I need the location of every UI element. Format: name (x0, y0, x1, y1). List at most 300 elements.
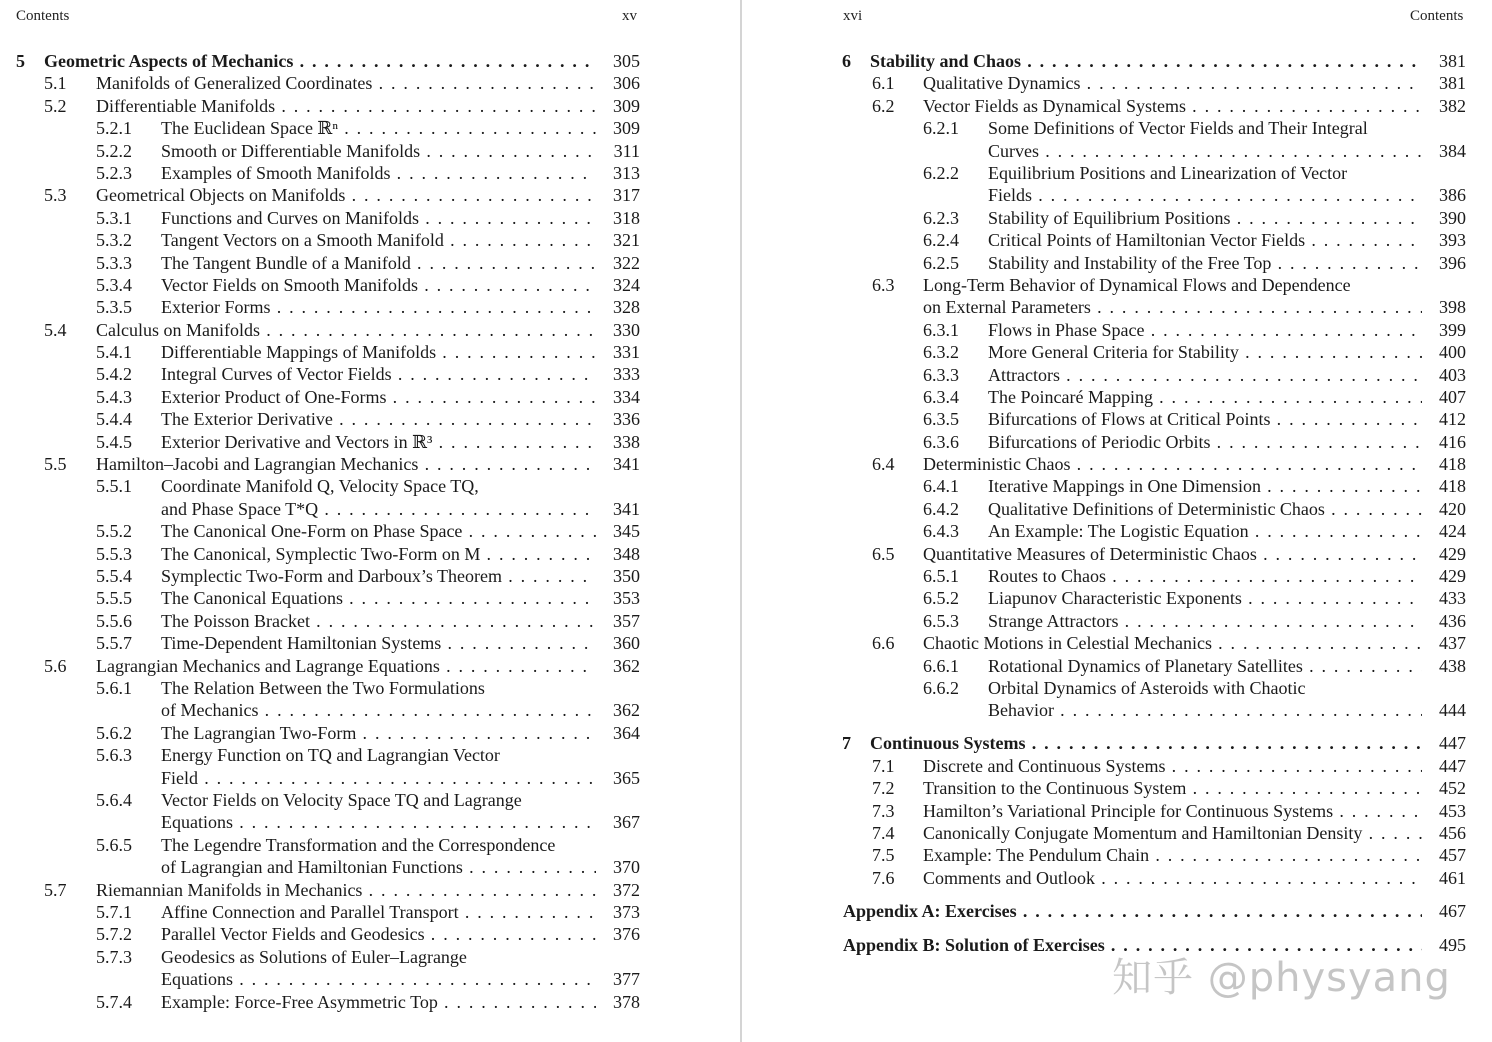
toc-entry-chapter[interactable] (742, 50, 1482, 72)
toc-entry-title (161, 140, 596, 162)
toc-entry-number: 6.3.3 (923, 364, 959, 385)
toc-entry-section[interactable] (742, 822, 1482, 844)
toc-entry-page-number: 364 (613, 722, 640, 743)
toc-entry-number: 5.5 (44, 454, 67, 475)
toc-entry-title (988, 475, 1422, 497)
toc-entry-number: 6.2.5 (923, 252, 959, 273)
toc-entry-subsection[interactable] (742, 498, 1482, 520)
toc-entry-number: 7 (842, 733, 851, 754)
toc-entry-page-number: 495 (1439, 934, 1466, 955)
toc-list (742, 50, 1482, 956)
toc-entry-number: 6.6 (872, 633, 895, 654)
toc-entry-page-number: 377 (613, 969, 640, 990)
toc-entry-section[interactable] (0, 453, 660, 475)
toc-entry-title (96, 879, 596, 901)
toc-entry-subsection[interactable] (0, 363, 660, 385)
toc-entry-title (923, 274, 1422, 319)
toc-entry-title (988, 364, 1422, 386)
toc-entry-title (161, 610, 596, 632)
toc-spacer (742, 889, 1482, 900)
toc-entry-subsection[interactable] (0, 431, 660, 453)
toc-entry-number: 7.6 (872, 867, 895, 888)
toc-entry-number: 5.5.3 (96, 543, 132, 564)
toc-entry-title (988, 677, 1422, 722)
toc-entry-title-text: Differentiable Manifolds . . . (96, 95, 596, 117)
toc-entry-page-number: 341 (613, 498, 640, 519)
toc-entry-number: 6.5.2 (923, 588, 959, 609)
toc-entry-title (161, 789, 596, 834)
toc-entry-title-text: Example: Force-Free Asymmetric Top . . . (161, 991, 596, 1013)
toc-entry-subsection[interactable] (0, 923, 660, 945)
toc-entry-page-number: 461 (1439, 867, 1466, 888)
toc-entry-title (161, 565, 596, 587)
toc-entry-title (161, 923, 596, 945)
toc-entry-page-number: 381 (1439, 51, 1466, 71)
toc-entry-title (96, 319, 596, 341)
toc-entry-page-number: 418 (1439, 454, 1466, 475)
toc-entry-title (988, 207, 1422, 229)
toc-entry-title (988, 252, 1422, 274)
toc-entry-title-line1: Long-Term Behavior of Dynamical Flows and Dependence (923, 274, 1351, 295)
right-page (742, 0, 1492, 1042)
toc-entry-title (988, 610, 1422, 632)
toc-entry-title (161, 475, 596, 520)
toc-entry-title (161, 722, 596, 744)
toc-entry-number: 6.2 (872, 95, 895, 116)
toc-entry-number: 6.4.3 (923, 521, 959, 542)
toc-entry-page-number: 373 (613, 901, 640, 922)
toc-entry-section[interactable] (0, 95, 660, 117)
toc-entry-number: 5.7.4 (96, 991, 132, 1012)
toc-entry-number: 5.7.3 (96, 946, 132, 967)
toc-entry-title (870, 50, 1422, 72)
toc-entry-section[interactable] (0, 319, 660, 341)
toc-entry-title (161, 386, 596, 408)
toc-entry-page-number: 447 (1439, 733, 1466, 754)
toc-entry-title (988, 498, 1422, 520)
toc-entry-subsection[interactable] (0, 901, 660, 923)
toc-entry-title-text: Stability and Chaos . . . (870, 50, 1422, 72)
toc-entry-title-text: Canonically Conjugate Momentum and Hamiltonian Density . . . (923, 822, 1422, 844)
toc-entry-number: 5.5.1 (96, 476, 132, 497)
toc-entry-number: 6.5.1 (923, 566, 959, 587)
toc-entry-number: 5.7 (44, 879, 67, 900)
toc-entry-number: 6.3.1 (923, 319, 959, 340)
toc-entry-title-text: The Euclidean Space ℝⁿ . . . (161, 117, 596, 139)
toc-entry-page-number: 353 (613, 588, 640, 609)
toc-entry-subsection[interactable] (742, 475, 1482, 497)
toc-entry-title-text: of Mechanics . . . (161, 699, 596, 721)
toc-entry-title (923, 800, 1422, 822)
toc-entry-number: 6.2.1 (923, 118, 959, 139)
toc-entry-title-text: Deterministic Chaos . . . (923, 453, 1422, 475)
toc-entry-title-text: Rotational Dynamics of Planetary Satellites . . . (988, 655, 1422, 677)
toc-entry-subsection[interactable] (0, 946, 660, 991)
toc-entry-page-number: 324 (613, 274, 640, 295)
toc-entry-title-text: Stability and Instability of the Free Top . . . (988, 252, 1422, 274)
toc-entry-subsection[interactable] (0, 565, 660, 587)
toc-entry-page-number: 365 (613, 767, 640, 788)
toc-entry-title (161, 207, 596, 229)
toc-entry-title-text: Parallel Vector Fields and Geodesics . . . (161, 923, 596, 945)
toc-entry-number: 5.4 (44, 319, 67, 340)
toc-entry-subsection[interactable] (0, 229, 660, 251)
toc-entry-subsection[interactable] (742, 117, 1482, 162)
toc-entry-page-number: 313 (613, 162, 640, 183)
toc-entry-title-text: and Phase Space T*Q . . . (161, 498, 596, 520)
toc-entry-number: 6.3.2 (923, 342, 959, 363)
toc-entry-title (988, 655, 1422, 677)
toc-entry-title-text: Discrete and Continuous Systems . . . (923, 755, 1422, 777)
toc-entry-title-text: The Exterior Derivative . . . (161, 408, 596, 430)
toc-entry-title (161, 677, 596, 722)
toc-entry-number: 5.7.1 (96, 901, 132, 922)
toc-entry-chapter[interactable] (742, 732, 1482, 754)
toc-entry-section[interactable] (742, 755, 1482, 777)
toc-entry-number: 5 (16, 51, 25, 71)
toc-entry-title-text: Routes to Chaos . . . (988, 565, 1422, 587)
toc-entry-title (161, 901, 596, 923)
toc-entry-title-text: Lagrangian Mechanics and Lagrange Equations . . . (96, 655, 596, 677)
toc-entry-page-number: 420 (1439, 498, 1466, 519)
toc-entry-section[interactable] (742, 632, 1482, 654)
toc-entry-page-number: 412 (1439, 409, 1466, 430)
toc-entry-title (988, 341, 1422, 363)
toc-entry-page-number: 306 (613, 73, 640, 94)
toc-entry-page-number: 318 (613, 207, 640, 228)
toc-entry-title (923, 755, 1422, 777)
toc-entry-number: 6.1 (872, 73, 895, 94)
toc-entry-title-text: Calculus on Manifolds . . . (96, 319, 596, 341)
toc-entry-number: 5.2.2 (96, 140, 132, 161)
toc-entry-subsection[interactable] (742, 229, 1482, 251)
toc-entry-number: 6.3.4 (923, 386, 959, 407)
toc-entry-subsection[interactable] (0, 296, 660, 318)
toc-entry-section[interactable] (0, 655, 660, 677)
toc-entry-title-text: Strange Attractors . . . (988, 610, 1422, 632)
toc-entry-subsection[interactable] (0, 252, 660, 274)
toc-entry-title (988, 431, 1422, 453)
toc-entry-page-number: 350 (613, 566, 640, 586)
toc-entry-subsection[interactable] (0, 789, 660, 834)
toc-entry-title-text: on External Parameters . . . (923, 296, 1422, 318)
toc-entry-subsection[interactable] (0, 386, 660, 408)
toc-entry-title-text: Time-Dependent Hamiltonian Systems . . . (161, 632, 596, 654)
toc-entry-title-text: Qualitative Dynamics . . . (923, 72, 1422, 94)
toc-entry-section[interactable] (742, 72, 1482, 94)
toc-entry-subsection[interactable] (742, 408, 1482, 430)
toc-entry-page-number: 330 (613, 319, 640, 340)
toc-entry-page-number: 367 (613, 812, 640, 833)
toc-entry-page-number: 390 (1439, 207, 1466, 228)
toc-entry-title (96, 72, 596, 94)
toc-entry-page-number: 331 (613, 342, 640, 363)
toc-entry-subsection[interactable] (0, 677, 660, 722)
toc-entry-number: 6.3.6 (923, 431, 959, 452)
toc-entry-chapter[interactable] (0, 50, 660, 72)
toc-entry-section[interactable] (0, 879, 660, 901)
toc-entry-title-text: Equations . . . (161, 811, 596, 833)
toc-entry-number: 6.2.4 (923, 230, 959, 251)
toc-entry-subsection[interactable] (742, 431, 1482, 453)
toc-entry-page-number: 311 (613, 140, 640, 161)
toc-entry-subsection[interactable] (0, 520, 660, 542)
toc-entry-page-number: 396 (1439, 252, 1466, 273)
toc-entry-subsection[interactable] (742, 655, 1482, 677)
toc-entry-page-number: 309 (613, 118, 640, 139)
toc-entry-page-number: 362 (613, 655, 640, 676)
toc-entry-page-number: 382 (1439, 95, 1466, 116)
toc-entry-page-number: 453 (1439, 800, 1466, 821)
toc-entry-subsection[interactable] (0, 274, 660, 296)
toc-entry-number: 6.6.2 (923, 677, 959, 698)
toc-entry-title-text: Quantitative Measures of Deterministic Chaos . . . (923, 543, 1422, 565)
toc-entry-number: 5.2.1 (96, 118, 132, 139)
watermark: 知乎 @physyang (1112, 955, 1451, 1001)
toc-entry-title (923, 453, 1422, 475)
toc-entry-title-text: Symplectic Two-Form and Darboux’s Theorem . . . (161, 565, 596, 587)
toc-entry-title (988, 229, 1422, 251)
toc-entry-title-line1: Coordinate Manifold Q, Velocity Space TQ, (161, 476, 479, 497)
toc-entry-number: 6.3 (872, 274, 895, 295)
toc-entry-subsection[interactable] (0, 162, 660, 184)
toc-entry-title-text: Differentiable Mappings of Manifolds . . . (161, 341, 596, 363)
toc-entry-subsection[interactable] (742, 386, 1482, 408)
toc-entry-title (988, 117, 1422, 162)
toc-entry-page-number: 403 (1439, 364, 1466, 385)
toc-entry-number: 5.1 (44, 73, 67, 94)
toc-entry-subsection[interactable] (742, 341, 1482, 363)
toc-entry-page-number: 386 (1439, 185, 1466, 206)
toc-entry-section[interactable] (742, 274, 1482, 319)
toc-entry-appendix[interactable] (742, 900, 1482, 922)
toc-entry-number: 5.3 (44, 185, 67, 206)
toc-entry-page-number: 429 (1439, 543, 1466, 564)
toc-entry-title (161, 632, 596, 654)
toc-entry-page-number: 393 (1439, 230, 1466, 251)
toc-entry-title-text: Tangent Vectors on a Smooth Manifold . . . (161, 229, 596, 251)
toc-entry-number: 7.4 (872, 822, 895, 843)
page-number-header: xv (622, 8, 637, 24)
toc-entry-page-number: 338 (613, 431, 640, 452)
toc-entry-section[interactable] (742, 453, 1482, 475)
toc-entry-subsection[interactable] (742, 677, 1482, 722)
toc-entry-number: 5.5.4 (96, 566, 132, 586)
toc-entry-title-line1: Geodesics as Solutions of Euler–Lagrange (161, 946, 467, 967)
toc-entry-subsection[interactable] (742, 565, 1482, 587)
toc-entry-subsection[interactable] (742, 520, 1482, 542)
toc-entry-title-text: Bifurcations of Flows at Critical Points . . . (988, 408, 1422, 430)
toc-entry-subsection[interactable] (0, 722, 660, 744)
toc-entry-subsection[interactable] (0, 632, 660, 654)
toc-entry-title-text: Qualitative Definitions of Deterministic Chaos . . . (988, 498, 1422, 520)
toc-entry-title (161, 117, 596, 139)
toc-entry-title (843, 900, 1422, 922)
toc-entry-number: 6 (842, 51, 851, 71)
toc-entry-title-line1: Energy Function on TQ and Lagrangian Vector (161, 745, 500, 766)
toc-entry-title (161, 363, 596, 385)
toc-entry-page-number: 452 (1439, 778, 1466, 799)
toc-entry-title-text: The Tangent Bundle of a Manifold . . . (161, 252, 596, 274)
toc-entry-page-number: 362 (613, 700, 640, 721)
toc-entry-number: 7.1 (872, 755, 895, 776)
toc-entry-title-text: Examples of Smooth Manifolds . . . (161, 162, 596, 184)
toc-list (0, 50, 660, 1013)
toc-entry-section[interactable] (0, 184, 660, 206)
toc-entry-title-text: Vector Fields on Smooth Manifolds . . . (161, 274, 596, 296)
toc-entry-title-text: Bifurcations of Periodic Orbits . . . (988, 431, 1422, 453)
toc-entry-number: 5.4.2 (96, 364, 132, 385)
toc-entry-number: 5.2.3 (96, 162, 132, 183)
toc-entry-title (161, 341, 596, 363)
toc-entry-subsection[interactable] (0, 610, 660, 632)
toc-entry-title (923, 632, 1422, 654)
toc-entry-title (988, 319, 1422, 341)
toc-entry-page-number: 444 (1439, 700, 1466, 721)
toc-entry-page-number: 384 (1439, 140, 1466, 161)
toc-entry-title-line1: Vector Fields on Velocity Space TQ and Lagrange (161, 789, 522, 810)
toc-entry-section[interactable] (742, 800, 1482, 822)
toc-entry-page-number: 305 (613, 51, 640, 71)
toc-entry-number: 5.3.1 (96, 207, 132, 228)
toc-entry-subsection[interactable] (0, 834, 660, 879)
toc-entry-subsection[interactable] (0, 140, 660, 162)
toc-entry-title-text: The Canonical, Symplectic Two-Form on M . . . (161, 543, 596, 565)
toc-entry-page-number: 436 (1439, 610, 1466, 631)
toc-entry-number: 5.6.1 (96, 677, 132, 698)
toc-entry-subsection[interactable] (0, 117, 660, 139)
toc-entry-title (161, 520, 596, 542)
toc-entry-section[interactable] (742, 95, 1482, 117)
toc-entry-section[interactable] (0, 72, 660, 94)
toc-entry-page-number: 336 (613, 409, 640, 430)
toc-entry-title-text: Hamilton’s Variational Principle for Continuous Systems . . . (923, 800, 1422, 822)
toc-entry-title-text: Comments and Outlook . . . (923, 867, 1422, 889)
toc-entry-number: 5.3.5 (96, 297, 132, 318)
toc-entry-title-text: Equations . . . (161, 968, 596, 990)
toc-entry-subsection[interactable] (0, 475, 660, 520)
toc-entry-number: 5.5.5 (96, 588, 132, 609)
toc-entry-page-number: 376 (613, 924, 640, 945)
toc-entry-title-text: Stability of Equilibrium Positions . . . (988, 207, 1422, 229)
toc-entry-subsection[interactable] (742, 252, 1482, 274)
toc-entry-title (44, 50, 596, 72)
toc-entry-number: 6.2.2 (923, 162, 959, 183)
left-page (0, 0, 740, 1042)
toc-entry-title (923, 95, 1422, 117)
toc-entry-number: 7.3 (872, 800, 895, 821)
toc-entry-number: 5.4.3 (96, 386, 132, 407)
running-header-right: Contents (1410, 8, 1464, 24)
toc-entry-subsection[interactable] (742, 207, 1482, 229)
toc-entry-title-text: of Lagrangian and Hamiltonian Functions . . . (161, 856, 596, 878)
toc-entry-subsection[interactable] (0, 341, 660, 363)
toc-entry-title-text: Appendix A: Exercises . . . (843, 900, 1422, 922)
toc-entry-number: 5.6.5 (96, 834, 132, 855)
toc-entry-section[interactable] (742, 777, 1482, 799)
toc-spacer (742, 722, 1482, 733)
toc-entry-title-text: Exterior Forms . . . (161, 296, 596, 318)
toc-entry-subsection[interactable] (0, 991, 660, 1013)
toc-entry-number: 5.6.3 (96, 745, 132, 766)
toc-entry-title-text: Curves . . . (988, 140, 1422, 162)
toc-entry-title-text: Geometric Aspects of Mechanics . . . (44, 50, 596, 72)
toc-entry-title-text: Field . . . (161, 767, 596, 789)
toc-entry-number: 5.4.5 (96, 431, 132, 452)
toc-entry-section[interactable] (742, 844, 1482, 866)
toc-entry-title (96, 95, 596, 117)
toc-entry-title-text: More General Criteria for Stability . . . (988, 341, 1422, 363)
toc-entry-page-number: 407 (1439, 386, 1466, 407)
toc-entry-title-text: Liapunov Characteristic Exponents . . . (988, 587, 1422, 609)
toc-entry-title-text: Exterior Product of One-Forms . . . (161, 386, 596, 408)
toc-entry-subsection[interactable] (742, 319, 1482, 341)
toc-entry-subsection[interactable] (0, 408, 660, 430)
toc-entry-page-number: 341 (613, 454, 640, 475)
toc-entry-subsection[interactable] (742, 587, 1482, 609)
toc-entry-subsection[interactable] (0, 543, 660, 565)
toc-entry-number: 6.6.1 (923, 655, 959, 676)
toc-entry-section[interactable] (742, 867, 1482, 889)
toc-entry-title-text: Hamilton–Jacobi and Lagrangian Mechanics . . . (96, 453, 596, 475)
toc-entry-title-text: Vector Fields as Dynamical Systems . . . (923, 95, 1422, 117)
toc-entry-title (988, 162, 1422, 207)
toc-entry-title (96, 655, 596, 677)
toc-entry-page-number: 398 (1439, 297, 1466, 318)
toc-entry-page-number: 322 (613, 252, 640, 273)
toc-entry-number: 5.4.4 (96, 409, 132, 430)
toc-entry-subsection[interactable] (742, 364, 1482, 386)
toc-entry-title (161, 296, 596, 318)
toc-entry-title (988, 565, 1422, 587)
toc-entry-subsection[interactable] (0, 587, 660, 609)
toc-entry-subsection[interactable] (742, 610, 1482, 632)
toc-entry-page-number: 399 (1439, 319, 1466, 340)
toc-entry-number: 5.2 (44, 95, 67, 116)
toc-entry-title (161, 543, 596, 565)
toc-entry-page-number: 334 (613, 386, 640, 407)
toc-entry-page-number: 418 (1439, 476, 1466, 497)
toc-entry-title-text: Manifolds of Generalized Coordinates . . . (96, 72, 596, 94)
toc-entry-title-text: Flows in Phase Space . . . (988, 319, 1422, 341)
toc-entry-number: 6.3.5 (923, 409, 959, 430)
toc-entry-number: 5.7.2 (96, 924, 132, 945)
toc-entry-title (161, 274, 596, 296)
toc-entry-subsection[interactable] (0, 744, 660, 789)
toc-entry-subsection[interactable] (742, 162, 1482, 207)
toc-entry-subsection[interactable] (0, 207, 660, 229)
toc-entry-title (96, 184, 596, 206)
toc-entry-number: 5.4.1 (96, 342, 132, 363)
toc-entry-section[interactable] (742, 543, 1482, 565)
toc-entry-page-number: 456 (1439, 822, 1466, 843)
toc-entry-number: 5.6.4 (96, 789, 132, 810)
toc-entry-title-line1: Equilibrium Positions and Linearization of Vector (988, 162, 1348, 183)
toc-entry-page-number: 328 (613, 297, 640, 318)
toc-entry-title-text: Example: The Pendulum Chain . . . (923, 844, 1422, 866)
toc-entry-page-number: 447 (1439, 755, 1466, 776)
toc-entry-page-number: 429 (1439, 566, 1466, 587)
toc-entry-page-number: 438 (1439, 655, 1466, 676)
toc-entry-page-number: 321 (613, 230, 640, 251)
running-header-left: Contents (16, 8, 70, 24)
toc-entry-title-text: Fields . . . (988, 184, 1422, 206)
toc-entry-page-number: 437 (1439, 633, 1466, 654)
toc-entry-title-text: Behavior . . . (988, 699, 1422, 721)
toc-entry-page-number: 309 (613, 95, 640, 116)
toc-entry-title-text: Integral Curves of Vector Fields . . . (161, 363, 596, 385)
toc-entry-title-text: Exterior Derivative and Vectors in ℝ³ . . . (161, 431, 596, 453)
